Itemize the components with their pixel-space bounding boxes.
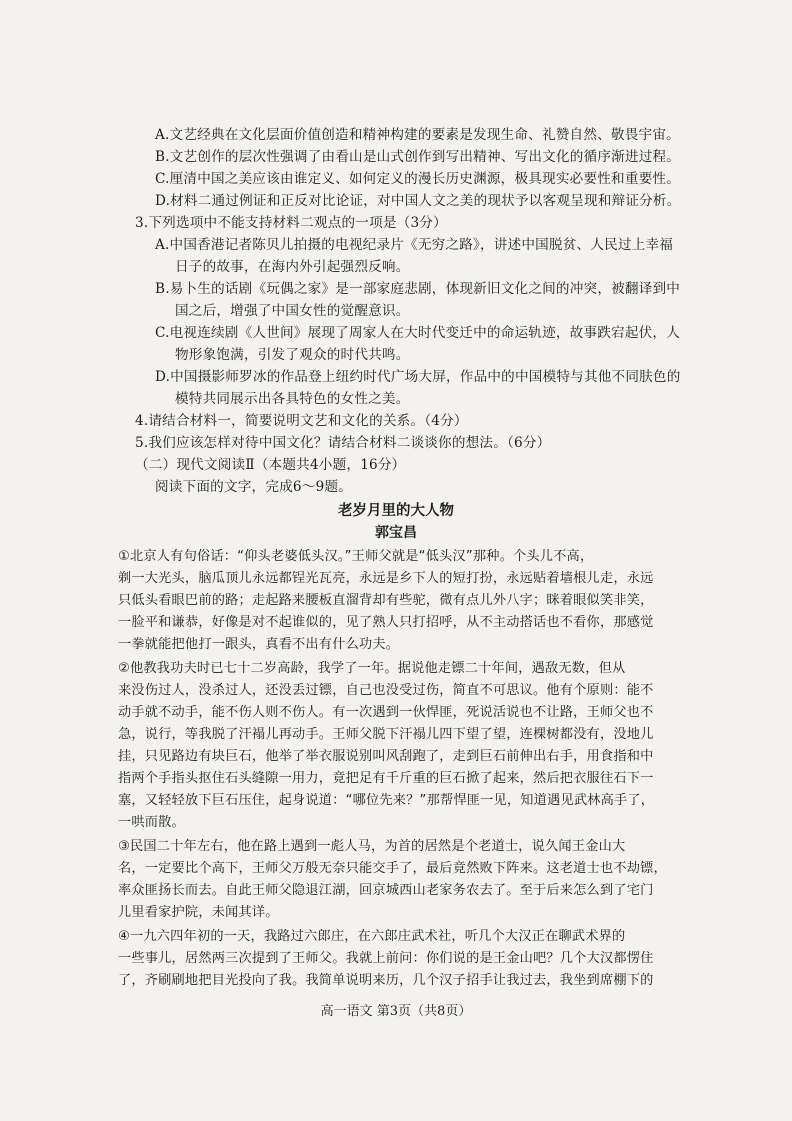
paragraph-3-line-1: ③民国二十年左右，他在路上遇到一彪人马，为首的居然是个老道士，说久闻王金山大 <box>118 839 626 854</box>
paragraph-1-line-5: 一拳就能把他打一跟头，真看不出有什么功夫。 <box>118 637 400 652</box>
paragraph-4-line-1: ④一九六四年初的一天，我路过六郎庄，在六郎庄武术社，听几个大汉正在聊武术界的 <box>118 929 626 944</box>
q3-stem: 3.下列选项中不能支持材料二观点的一项是（3分） <box>135 215 447 231</box>
paragraph-2-line-6: 指两个手指头抠住石头缝隙一用力，竟把足有千斤重的巨石掀了起来，然后把衣服往石下一 <box>118 771 654 786</box>
q3-option-a-line1: A.中国香港记者陈贝儿拍摄的电视纪录片《无穷之路》，讲述中国脱贫、人民过上幸福 <box>155 237 674 253</box>
paragraph-1-line-4: 一脸平和谦恭，好像是对不起谁似的，见了熟人只打招呼，从不主动搭话也不看你，那感觉 <box>118 615 654 630</box>
paragraph-4-line-3: 了，齐刷刷地把目光投向了我。我简单说明来历，几个汉子招手让我过去，我坐到席棚下的 <box>118 973 654 988</box>
q4-stem: 4.请结合材料一，简要说明文艺和文化的关系。（4分） <box>135 413 468 429</box>
paragraph-3-line-4: 儿里看家护院，未闻其详。 <box>118 905 279 920</box>
paragraph-2-line-5: 挂，只见路边有块巨石，他举了举衣服说别叫风刮跑了，走到巨石前伸出右手，用食指和中 <box>118 749 654 764</box>
article-author: 郭宝昌 <box>375 525 417 541</box>
q3-option-d-line1: D.中国摄影师罗冰的作品登上纽约时代广场大屏，作品中的中国模特与其他不同肤色的 <box>155 369 681 385</box>
q2-option-d: D.材料二通过例证和正反对比论证，对中国人文之美的现状予以客观呈现和辩证分析。 <box>155 193 681 209</box>
paragraph-3-line-2: 名，一定要比个高下，王师父万般无奈只能交手了，最后竟然败下阵来。这老道士也不劫镖， <box>118 861 667 876</box>
paragraph-2-line-8: 一哄而散。 <box>118 815 185 830</box>
q3-option-a-line2: 日子的故事，在海内外引起强烈反响。 <box>175 259 410 275</box>
paragraph-2-line-1: ②他教我功夫时已七十二岁高龄，我学了一年。据说他走镖二十年间，遇敌无数，但从 <box>118 661 626 676</box>
paragraph-2-line-7: 塞，又轻轻放下巨石压住，起身说道：“哪位先来？”那帮悍匪一见，知道遇见武林高手了， <box>118 793 655 808</box>
paragraph-1-line-2: 剃一大光头，脑瓜顶儿永远都锃光瓦亮，永远是乡下人的短打扮，永远贴着墙根儿走，永远 <box>118 571 654 586</box>
q3-option-c-line2: 物形象饱满，引发了观众的时代共鸣。 <box>175 347 410 363</box>
reading-instruction: 阅读下面的文字，完成6～9题。 <box>155 479 353 495</box>
section-heading: （二）现代文阅读Ⅱ（本题共4小题，16分） <box>135 457 406 473</box>
q3-option-d-line2: 模特共同展示出各具特色的女性之美。 <box>175 391 410 407</box>
q3-option-c-line1: C.电视连续剧《人世间》展现了周家人在大时代变迁中的命运轨迹，故事跌宕起伏，人 <box>155 325 681 341</box>
q2-option-a: A.文艺经典在文化层面价值创造和精神构建的要素是发现生命、礼赞自然、敬畏宇宙。 <box>155 127 680 143</box>
paragraph-3-line-3: 率众匪扬长而去。自此王师父隐退江湖，回京城西山老家务农去了。至于后来怎么到了宅门 <box>118 883 654 898</box>
page-footer: 高一语文 第3页（共8页） <box>320 1004 472 1019</box>
q3-option-b-line2: 国之后，增强了中国女性的觉醒意识。 <box>175 303 410 319</box>
paragraph-1-line-1: ①北京人有句俗话：“仰头老婆低头汉。”王师父就是“低头汉”那种。个头儿不高， <box>118 549 594 564</box>
article-title: 老岁月里的大人物 <box>338 502 454 519</box>
q5-stem: 5.我们应该怎样对待中国文化？请结合材料二谈谈你的想法。（6分） <box>135 435 551 451</box>
q3-option-b-line1: B.易卜生的话剧《玩偶之家》是一部家庭悲剧，体现新旧文化之间的冲突，被翻译到中 <box>155 281 681 297</box>
paragraph-4-line-2: 一些事儿，居然两三次提到了王师父。我就上前问：你们说的是王金山吧？几个大汉都愣住 <box>118 951 654 966</box>
paragraph-1-line-3: 只低头看眼巴前的路；走起路来腰板直溜背却有些驼，微有点儿外八字；眯着眼似笑非笑， <box>118 593 654 608</box>
q2-option-c: C.厘清中国之美应该由谁定义、如何定义的漫长历史渊源，极具现实必要性和重要性。 <box>155 171 681 187</box>
paragraph-2-line-3: 动手就不动手，能不伤人则不伤人。有一次遇到一伙悍匪，死说活说也不让路，王师父也不 <box>118 705 654 720</box>
paragraph-2-line-4: 急，说行，等我脱了汗褟儿再动手。王师父脱下汗褟儿四下望了望，连棵树都没有，没地儿 <box>118 727 654 742</box>
paragraph-2-line-2: 来没伤过人，没杀过人，还没丢过镖，自己也没受过伤，简直不可思议。他有个原则：能不 <box>118 683 654 698</box>
q2-option-b: B.文艺创作的层次性强调了由看山是山式创作到写出精神、写出文化的循序渐进过程。 <box>155 149 681 165</box>
